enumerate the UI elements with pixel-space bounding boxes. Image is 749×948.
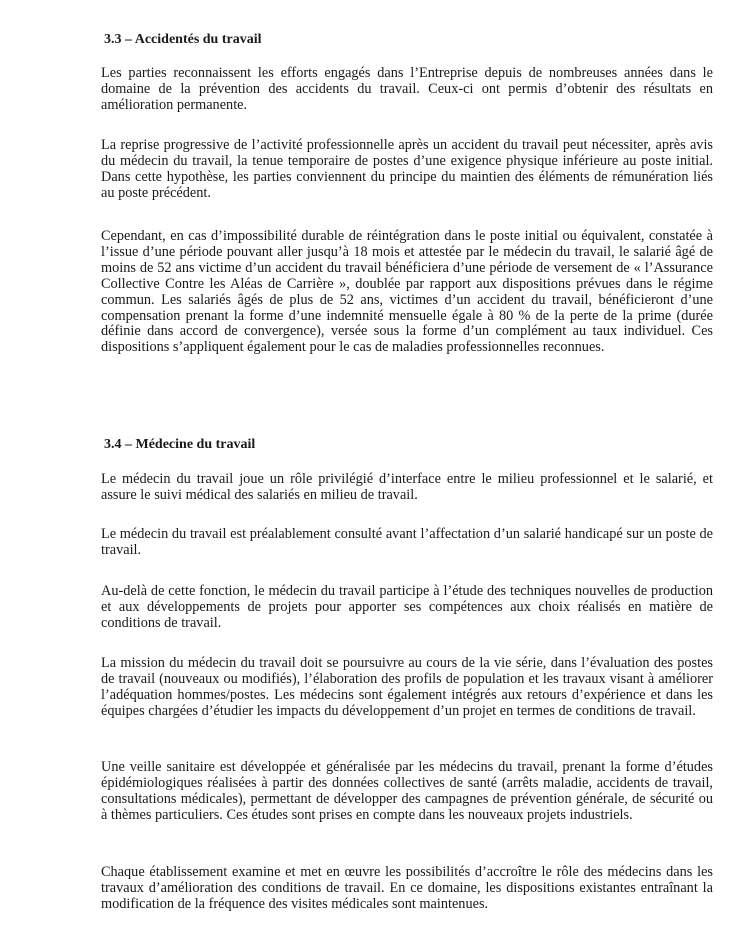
section-3-4-paragraph-5: Une veille sanitaire est développée et généralisée par les médecins du travail, prenant la forme d’études épidémiologiques réalisées à partir des données collectives de santé (arrêts maladie, accidents de travail, consultations médicales), permettant de développer des campagnes de prévention générale, de sécurité ou à thèmes particuliers. Ces études sont prises en compte dans les nouveaux projets industriels. [101, 759, 713, 823]
section-3-3-title: 3.3 – Accidentés du travail [104, 32, 262, 47]
section-3-4-paragraph-3: Au-delà de cette fonction, le médecin du travail participe à l’étude des techniques nouvelles de production et aux développements de projets pour apporter ses compétences aux choix réalisés en matière de conditions de travail. [101, 583, 713, 631]
section-3-3-paragraph-3: Cependant, en cas d’impossibilité durable de réintégration dans le poste initial ou équivalent, constatée à l’issue d’une période pouvant aller jusqu’à 18 mois et attestée par le médecin du travail, le salarié âgé de moins de 52 ans victime d’un accident du travail bénéficiera d’une période de versement de « l’Assurance Collective Contre les Aléas de Carrière », doublée par rapport aux dispositions prévues dans le régime commun. Les salariés âgés de plus de 52 ans, victimes d’un accident du travail, bénéficieront d’une compensation prenant la forme d’une indemnité mensuelle égale à 80 % de la perte de la prime (durée définie dans accord de convergence), versée sous la forme d’un complément au taux individuel. Ces dispositions s’appliquent également pour le cas de maladies professionnelles reconnues. [101, 228, 713, 356]
section-3-4-paragraph-2: Le médecin du travail est préalablement consulté avant l’affectation d’un salarié handicapé sur un poste de travail. [101, 526, 713, 558]
section-3-4-paragraph-4: La mission du médecin du travail doit se poursuivre au cours de la vie série, dans l’évaluation des postes de travail (nouveaux ou modifiés), l’élaboration des profils de population et les travaux visant à améliorer l’adéquation hommes/postes. Les médecins sont également intégrés aux retours d’expérience et dans les équipes chargées d’étudier les impacts du développement d’un projet en termes de conditions de travail. [101, 655, 713, 719]
section-3-4-title: 3.4 – Médecine du travail [104, 437, 256, 452]
section-3-4-paragraph-1: Le médecin du travail joue un rôle privilégié d’interface entre le milieu professionnel et le salarié, et assure le suivi médical des salariés en milieu de travail. [101, 471, 713, 503]
section-3-4-paragraph-6: Chaque établissement examine et met en œuvre les possibilités d’accroître le rôle des médecins dans les travaux d’amélioration des conditions de travail. En ce domaine, les dispositions existantes entraînant la modification de la fréquence des visites médicales sont maintenues. [101, 864, 713, 912]
section-3-3-paragraph-2: La reprise progressive de l’activité professionnelle après un accident du travail peut nécessiter, après avis du médecin du travail, la tenue temporaire de postes d’une exigence physique inférieure au poste initial. Dans cette hypothèse, les parties conviennent du principe du maintien des éléments de rémunération liés au poste précédent. [101, 137, 713, 201]
section-3-3-paragraph-1: Les parties reconnaissent les efforts engagés dans l’Entreprise depuis de nombreuses années dans le domaine de la prévention des accidents du travail. Ceux-ci ont permis d’obtenir des résultats en amélioration permanente. [101, 65, 713, 113]
